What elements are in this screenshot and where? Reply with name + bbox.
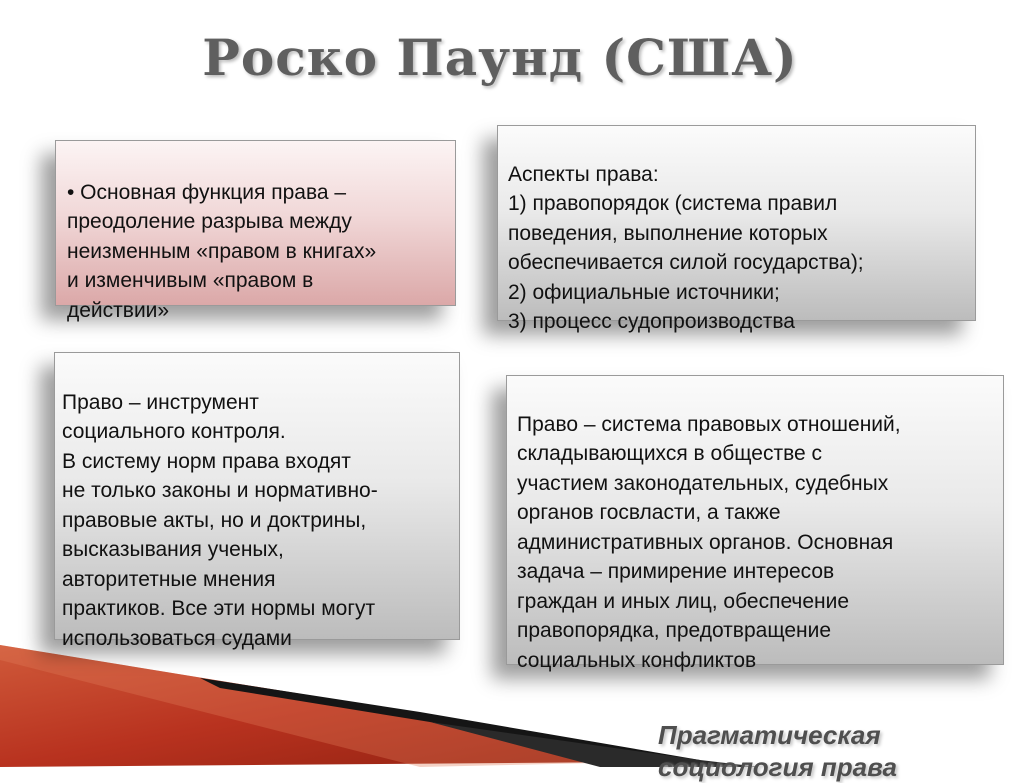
slide-title: Роско Паунд (США): [202, 28, 798, 87]
social-control-text: Право – инструмент социального контроля. В систему норм права входят не только законы и нормативно- правовые акты, но и доктрины, высказывания ученых, авторитетные мнения практиков. Все эти нормы могут использоваться судами: [62, 390, 378, 650]
main-function-box: [55, 140, 456, 322]
law-aspects-box: [497, 125, 976, 333]
slide-subtitle: [658, 687, 958, 783]
social-control-box: [54, 352, 460, 650]
law-aspects-text: Аспекты права: 1) правопорядок (система правил поведения, выполнение которых обеспечивается силой государства); 2) официальные источники; 3) процесс судопроизводства: [508, 162, 864, 333]
legal-relations-box: [506, 375, 1004, 672]
main-function-text: • Основная функция права – преодоление разрыва между неизменным «правом в книгах» и изменчивым «правом в действии»: [67, 180, 377, 322]
subtitle-text: Прагматическая социология права: [658, 720, 897, 782]
legal-relations-text: Право – система правовых отношений, складывающихся в обществе с участием законодательных, судебных органов госвласти, а также административных органов. Основная задача – примирение интересов граждан и иных лиц, обеспечение правопорядка, предотвращение социальных конфликтов: [517, 412, 901, 672]
